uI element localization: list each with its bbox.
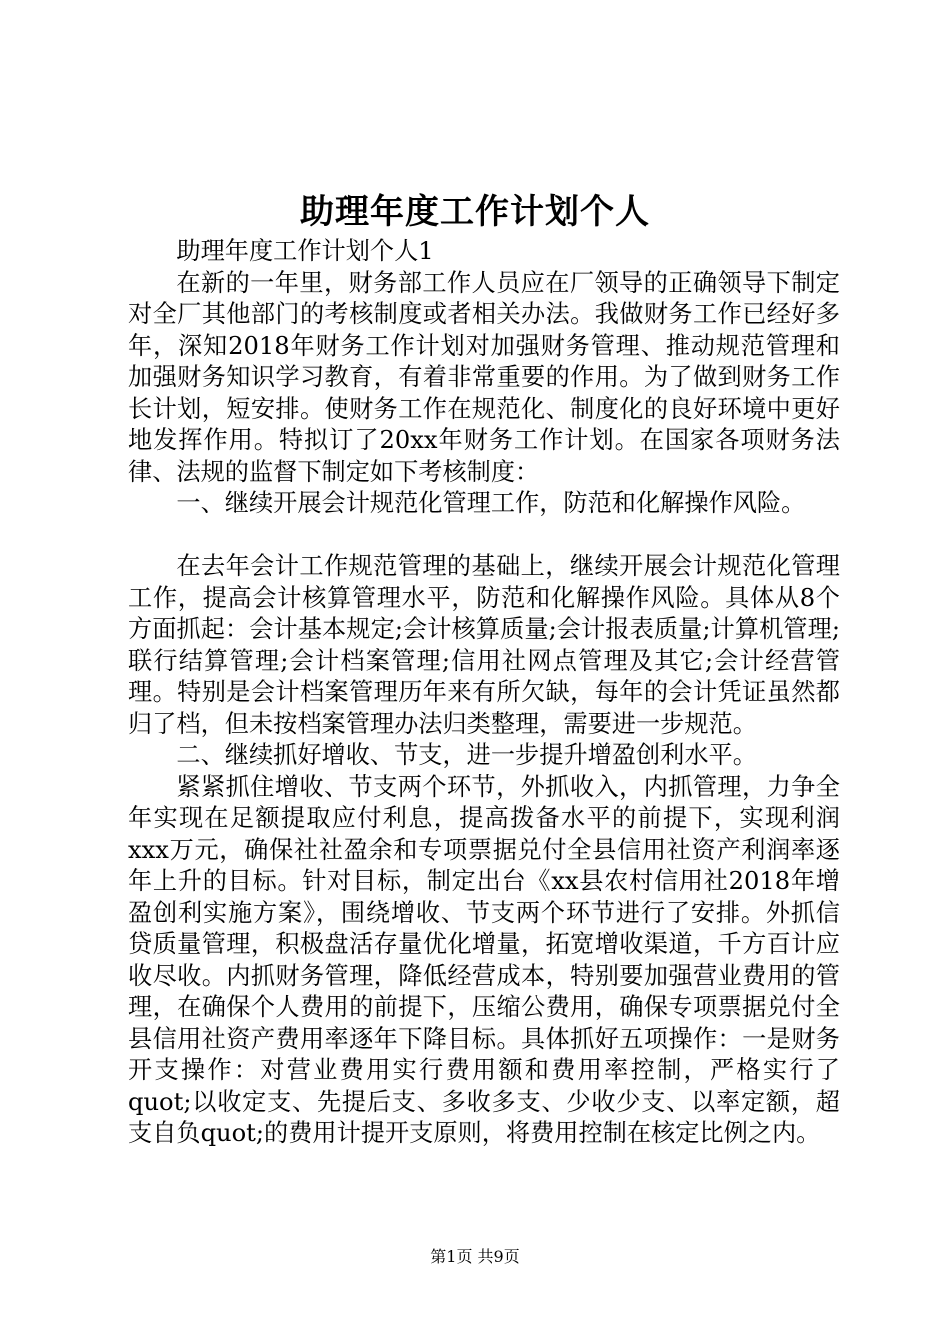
document-title: 助理年度工作计划个人 — [300, 192, 650, 232]
paragraph: 在新的一年里，财务部工作人员应在厂领导的正确领导下制定对全厂其他部门的考核制度或者相关办法。我做财务工作已经好多年，深知2018年财务工作计划对加强财务管理、推动规范管理和加强财务知识学习教育，有着非常重要的作用。为了做到财务工作长计划，短安排。使财务工作在规范化、制度化的良好环境中更好地发挥作用。特拟订了20xx年财务工作计划。在国家各项财务法律、法规的监督下制定如下考核制度： — [128, 268, 840, 486]
paragraph: 在去年会计工作规范管理的基础上，继续开展会计规范化管理工作，提高会计核算管理水平，防范和化解操作风险。具体从8个方面抓起：会计基本规定;会计核算质量;会计报表质量;计算机管理;联行结算管理;会计档案管理;信用社网点管理及其它;会计经营管理。特别是会计档案管理历年来有所欠缺，每年的会计凭证虽然都归了档，但未按档案管理办法归类整理，需要进一步规范。 — [128, 552, 840, 738]
section-heading: 助理年度工作计划个人1 — [176, 237, 434, 265]
page-number-footer: 第1页 共9页 — [430, 1247, 520, 1266]
section-heading: 一、继续开展会计规范化管理工作，防范和化解操作风险。 — [176, 489, 806, 517]
section-heading: 二、继续抓好增收、节支，进一步提升增盈创利水平。 — [176, 741, 757, 769]
document-body — [128, 236, 840, 1150]
blank-line — [128, 520, 840, 552]
paragraph: 紧紧抓住增收、节支两个环节，外抓收入，内抓管理，力争全年实现在足额提取应付利息，提高拨备水平的前提下，实现利润xxx万元，确保社社盈余和专项票据兑付全县信用社资产利润率逐年上升的目标。针对目标，制定出台《xx县农村信用社2018年增盈创利实施方案》，围绕增收、节支两个环节进行了安排。外抓信贷质量管理，积极盘活存量优化增量，拓宽增收渠道，千方百计应收尽收。内抓财务管理，降低经营成本，特别要加强营业费用的管理，在确保个人费用的前提下，压缩公费用，确保专项票据兑付全县信用社资产费用率逐年下降目标。具体抓好五项操作：一是财务开支操作：对营业费用实行费用额和费用率控制，严格实行了quot;以收定支、先提后支、多收多支、少收少支、以率定额，超支自负quot;的费用计提开支原则，将费用控制在核定比例之内。 — [128, 772, 840, 1147]
